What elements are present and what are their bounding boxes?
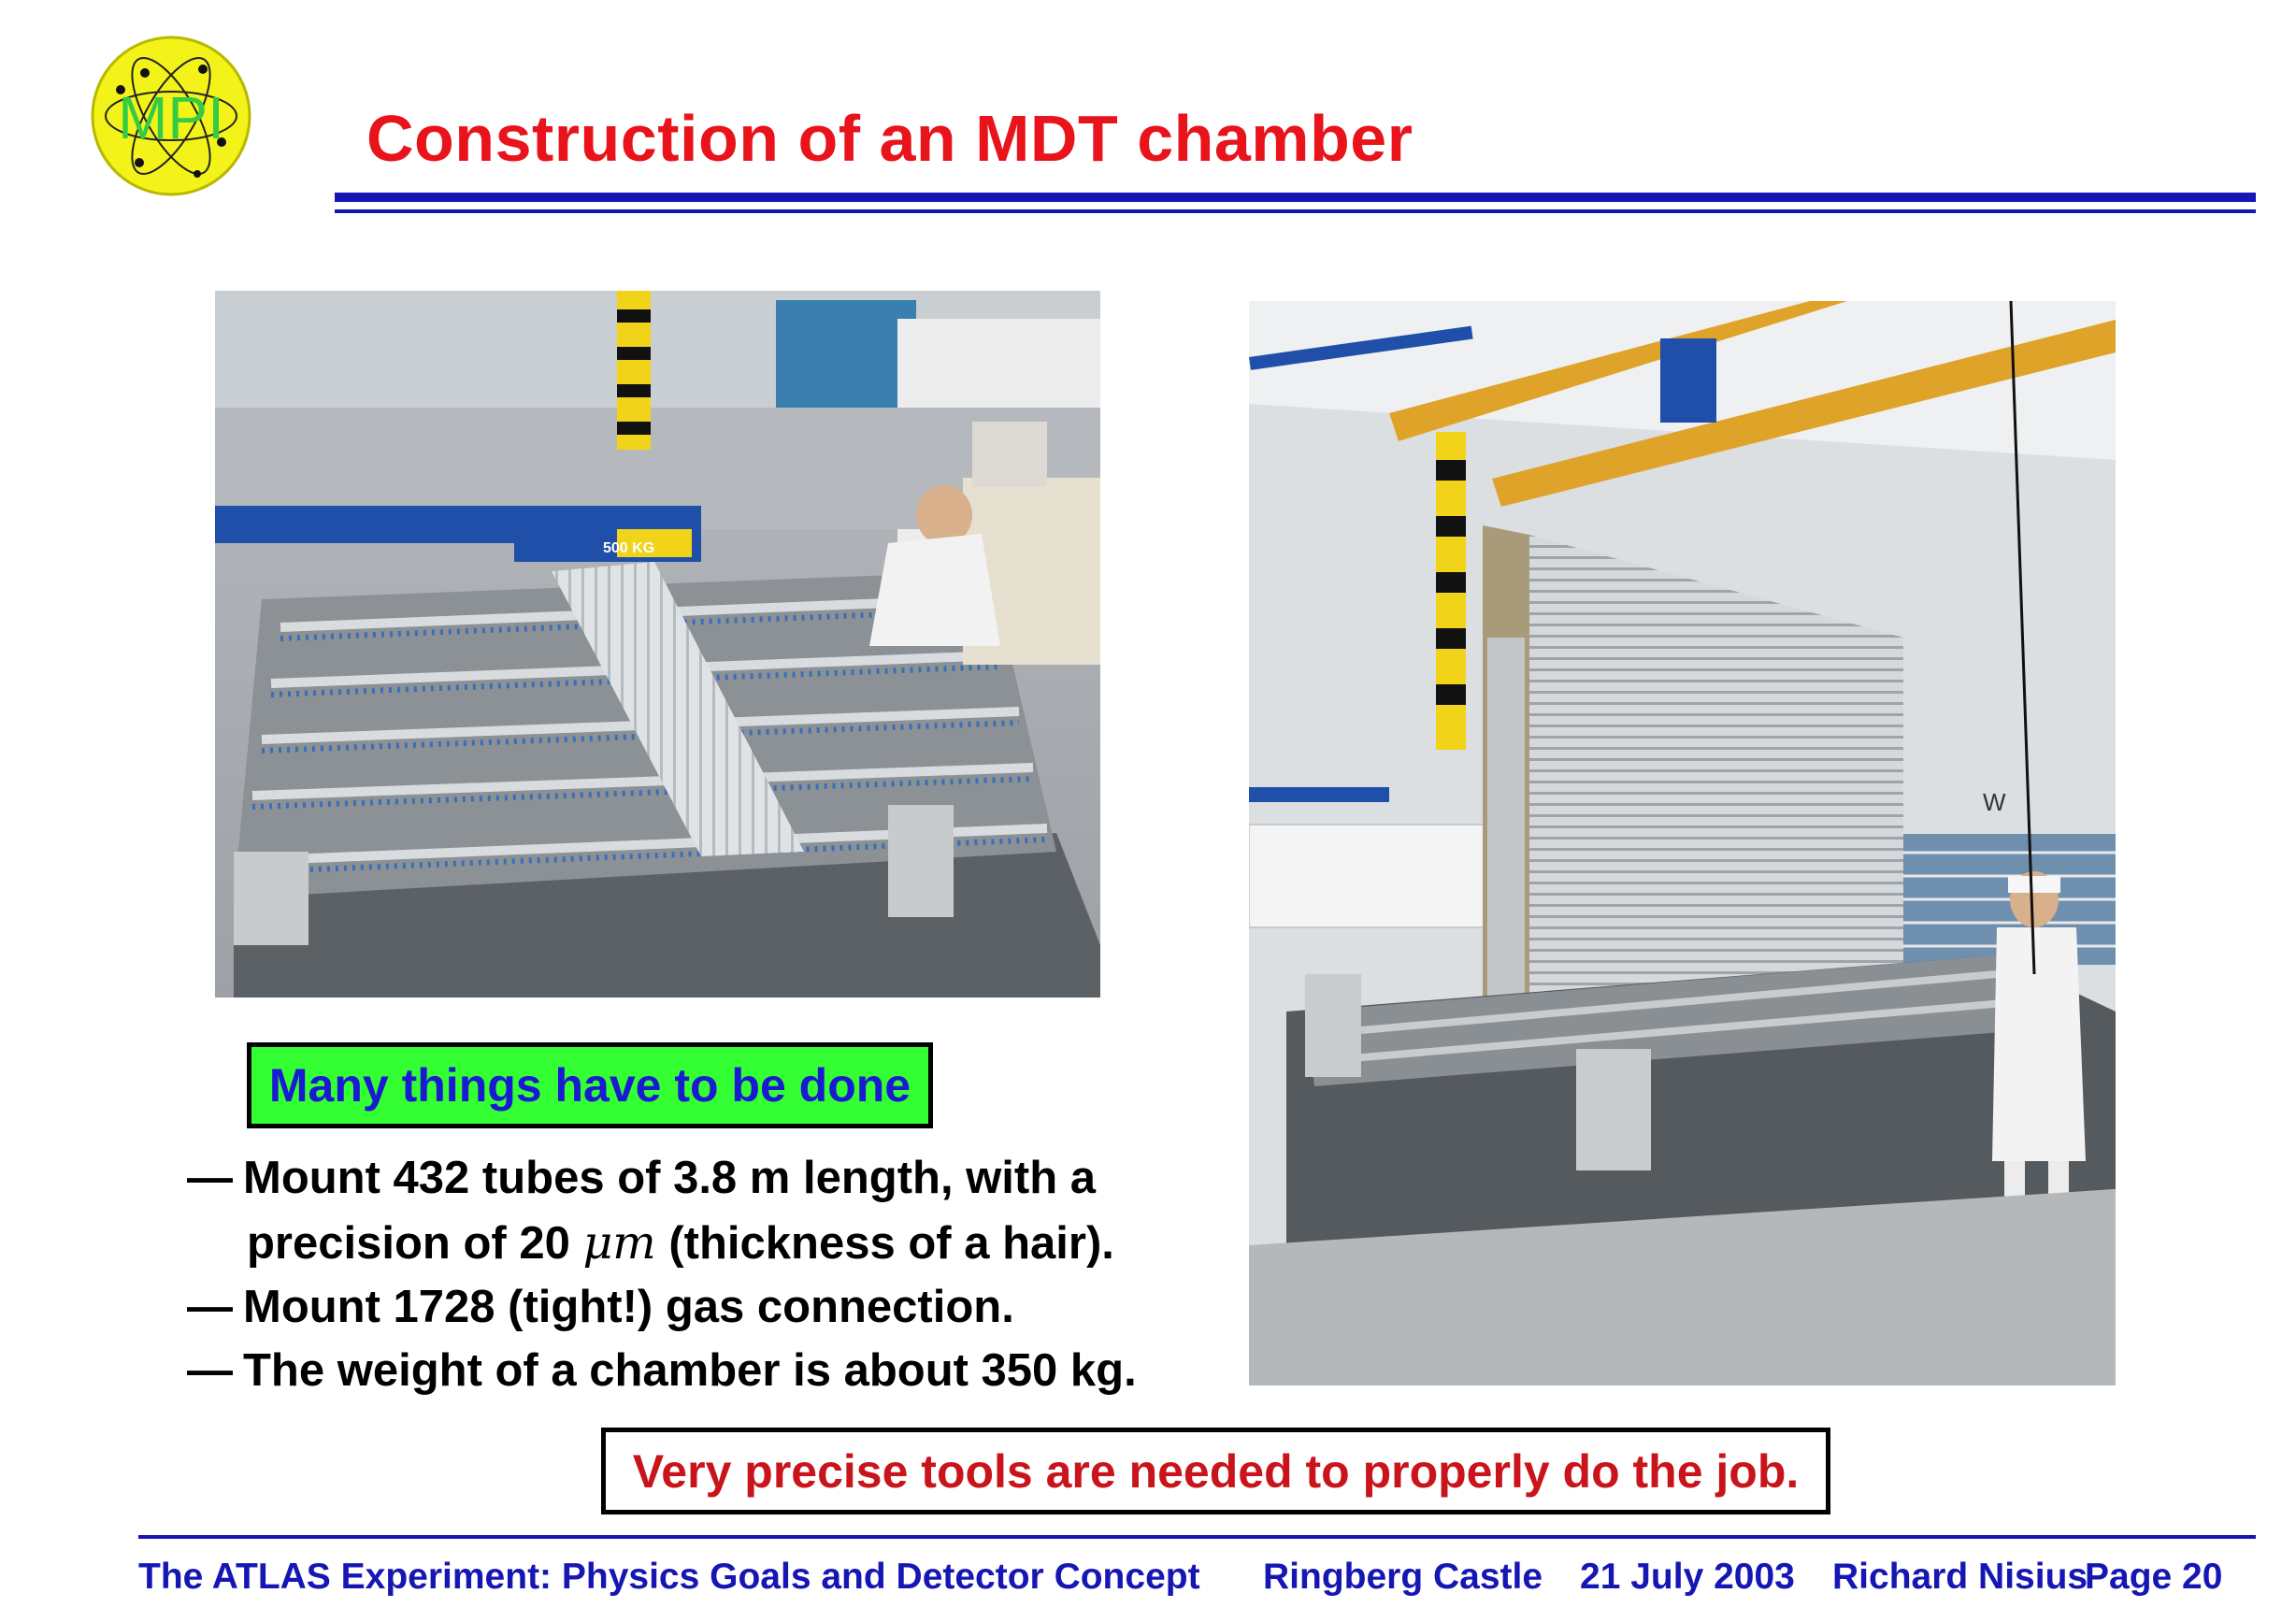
title-rule-thick bbox=[335, 193, 2256, 202]
bullet-item-2 bbox=[187, 1281, 1014, 1333]
footer-venue: Ringberg Castle bbox=[1263, 1557, 1543, 1597]
bullet-dash: — bbox=[187, 1345, 233, 1396]
callout-box bbox=[247, 1042, 933, 1128]
footer-talk-title: The ATLAS Experiment: Physics Goals and Detector Concept bbox=[138, 1557, 1200, 1597]
bullet-2-text: Mount 1728 (tight!) gas connection. bbox=[243, 1282, 1014, 1332]
bullet-1-line-2-pre: precision of 20 bbox=[247, 1218, 583, 1269]
bullet-item-1-continued bbox=[247, 1216, 1114, 1270]
assembly-jig-photo bbox=[215, 291, 1100, 998]
bullet-dash: — bbox=[187, 1153, 233, 1203]
slide-title: Construction of an MDT chamber bbox=[366, 102, 1413, 175]
mdt-chamber-crane-photo bbox=[1249, 301, 2116, 1385]
footer-page-number: Page 20 bbox=[2085, 1557, 2223, 1597]
mpi-logo bbox=[89, 34, 253, 198]
jig-weight-label: 500 KG bbox=[603, 540, 655, 556]
bullet-item-1 bbox=[187, 1152, 1096, 1204]
footer-date: 21 July 2003 bbox=[1580, 1557, 1795, 1597]
callout-text: Many things have to be done bbox=[268, 1059, 911, 1112]
footer-rule bbox=[138, 1535, 2256, 1539]
bullet-3-text: The weight of a chamber is about 350 kg. bbox=[243, 1345, 1137, 1396]
bullet-1-line-1: Mount 432 tubes of 3.8 m length, with a bbox=[243, 1153, 1097, 1203]
footer-author: Richard Nisius bbox=[1832, 1557, 2088, 1597]
title-rule-thin bbox=[335, 209, 2256, 213]
conclusion-text: Very precise tools are needed to properly do the job. bbox=[632, 1444, 1800, 1498]
wall-sign: W bbox=[1983, 788, 2006, 816]
bullet-item-3 bbox=[187, 1344, 1137, 1397]
bullet-dash: — bbox=[187, 1282, 233, 1332]
logo-text: MPI bbox=[118, 84, 224, 151]
micrometer-unit: μm bbox=[582, 1216, 656, 1270]
conclusion-box bbox=[601, 1428, 1830, 1514]
bullet-1-line-2-post: (thickness of a hair). bbox=[655, 1218, 1114, 1269]
